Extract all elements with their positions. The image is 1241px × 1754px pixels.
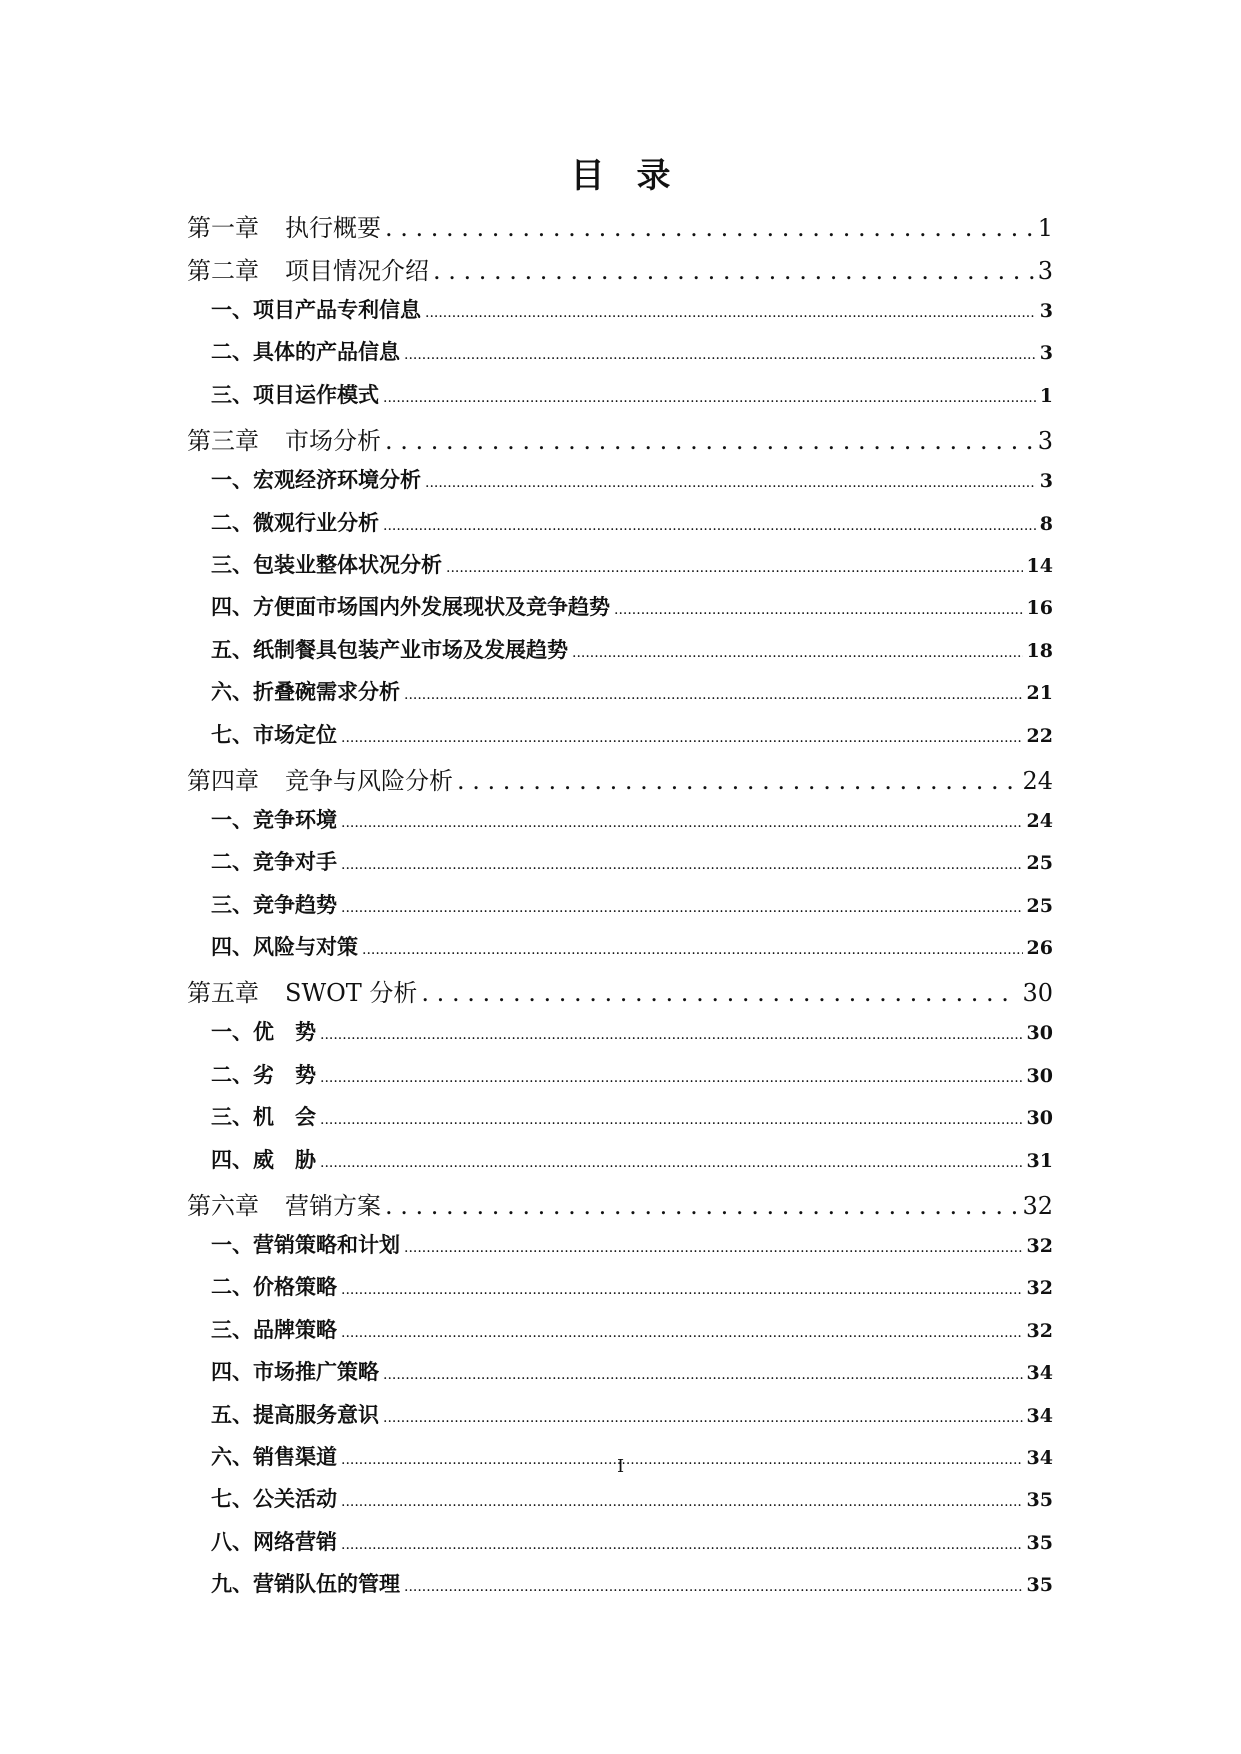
toc-entry-label: 五、提高服务意识: [211, 1401, 379, 1427]
toc-page-number: 18: [1026, 639, 1053, 662]
dot-leader: [341, 1325, 1023, 1341]
toc-entry-label: [187, 251, 429, 286]
toc-entry-label: 六、销售渠道: [211, 1443, 337, 1469]
toc-chapter-number: 第五章: [187, 979, 259, 1008]
toc-entry-label: 二、价格策略: [211, 1274, 337, 1300]
toc-chapter-entry[interactable]: [187, 208, 1053, 251]
toc-entry-label: 四、威 胁: [211, 1146, 316, 1172]
toc-entry-label: 七、公关活动: [211, 1486, 337, 1512]
toc-section-entry[interactable]: [187, 676, 1053, 718]
toc-page-number: 34: [1026, 1404, 1053, 1427]
toc-section-entry[interactable]: [187, 634, 1053, 676]
dot-leader: [404, 1240, 1023, 1256]
toc-entry-label: 二、具体的产品信息: [211, 339, 400, 365]
toc-page-number: 25: [1026, 852, 1053, 875]
dot-leader: [320, 1027, 1023, 1043]
toc-chapter-entry[interactable]: [187, 973, 1053, 1016]
toc-entry-label: 三、项目运作模式: [211, 381, 379, 407]
toc-title-char-1: 目: [570, 156, 605, 196]
toc-page-number: 3: [1039, 342, 1053, 365]
dot-leader: [421, 979, 1018, 1007]
toc-entry-label: 四、方便面市场国内外发展现状及竞争趋势: [211, 594, 610, 620]
toc-entry-label: 二、竞争对手: [211, 849, 337, 875]
toc-section-entry[interactable]: [187, 1101, 1053, 1143]
toc-section-entry[interactable]: [187, 846, 1053, 888]
toc-entry-label: 四、市场推广策略: [211, 1359, 379, 1385]
toc-page-number: 3: [1039, 300, 1053, 322]
dot-leader: [320, 1155, 1023, 1171]
toc-section-entry[interactable]: [187, 1399, 1053, 1441]
toc-chapter-number: 第三章: [187, 427, 259, 456]
dot-leader: [383, 390, 1036, 406]
dot-leader: [404, 687, 1023, 703]
dot-leader: [404, 347, 1036, 363]
toc-section-entry[interactable]: [187, 1271, 1053, 1313]
toc-page-number: 21: [1026, 682, 1053, 705]
dot-leader: [446, 560, 1023, 576]
dot-leader: [320, 1070, 1023, 1086]
toc-entry-label: 三、品牌策略: [211, 1316, 337, 1342]
dot-leader: [341, 730, 1023, 746]
toc-entry-label: [187, 208, 381, 243]
toc-list: [187, 208, 1053, 1611]
toc-chapter-entry[interactable]: [187, 421, 1053, 464]
dot-leader: [383, 1410, 1023, 1426]
toc-section-entry[interactable]: [187, 889, 1053, 931]
toc-page-number: 32: [1026, 1277, 1053, 1300]
toc-chapter-title: 市场分析: [285, 427, 381, 456]
toc-chapter-title: 竞争与风险分析: [285, 766, 453, 795]
toc-page-number: 26: [1026, 937, 1053, 960]
toc-title: [0, 148, 1241, 197]
toc-section-entry[interactable]: [187, 804, 1053, 846]
toc-entry-label: 一、优 势: [211, 1019, 316, 1045]
toc-page-number: 35: [1026, 1489, 1053, 1512]
toc-section-entry[interactable]: [187, 1568, 1053, 1610]
toc-chapter-number: 第一章: [187, 214, 259, 242]
toc-page-number: 35: [1026, 1574, 1053, 1597]
dot-leader: [614, 602, 1023, 618]
toc-entry-label: [187, 1186, 381, 1221]
toc-chapter-entry[interactable]: [187, 761, 1053, 804]
toc-page-number: 32: [1026, 1319, 1053, 1342]
dot-leader: [362, 942, 1023, 958]
toc-section-entry[interactable]: [187, 1229, 1053, 1271]
toc-section-entry[interactable]: [187, 464, 1053, 506]
dot-leader: [341, 900, 1023, 916]
toc-page-number: 34: [1026, 1362, 1053, 1385]
dot-leader: [433, 257, 1034, 285]
toc-section-entry[interactable]: [187, 1059, 1053, 1101]
toc-page-number: 14: [1026, 554, 1053, 577]
toc-section-entry[interactable]: [187, 1016, 1053, 1058]
toc-entry-label: 一、营销策略和计划: [211, 1232, 400, 1258]
toc-chapter-title: SWOT 分析: [285, 979, 418, 1008]
toc-section-entry[interactable]: [187, 507, 1053, 549]
toc-section-entry[interactable]: [187, 719, 1053, 761]
dot-leader: [341, 1494, 1023, 1510]
toc-entry-label: 二、微观行业分析: [211, 509, 379, 535]
toc-section-entry[interactable]: [187, 931, 1053, 973]
toc-page-number: 31: [1026, 1149, 1053, 1172]
toc-section-entry[interactable]: [187, 1314, 1053, 1356]
toc-page-number: 35: [1026, 1531, 1053, 1554]
toc-entry-label: 四、风险与对策: [211, 934, 358, 960]
toc-page-number: 24: [1022, 766, 1053, 795]
toc-page-number: 34: [1026, 1446, 1053, 1469]
toc-page-number: 3: [1037, 427, 1053, 456]
toc-page-number: 24: [1026, 809, 1053, 832]
toc-page-number: 1: [1039, 384, 1053, 407]
toc-entry-label: 七、市场定位: [211, 721, 337, 747]
dot-leader: [383, 1367, 1023, 1383]
toc-entry-label: 六、折叠碗需求分析: [211, 679, 400, 705]
toc-page-number: 30: [1022, 979, 1053, 1008]
dot-leader: [425, 305, 1036, 321]
dot-leader: [383, 518, 1036, 534]
toc-page-number: 30: [1026, 1064, 1053, 1087]
toc-section-entry[interactable]: [187, 1356, 1053, 1398]
dot-leader: [341, 857, 1023, 873]
dot-leader: [385, 1192, 1018, 1220]
toc-section-entry[interactable]: [187, 1144, 1053, 1186]
toc-chapter-title: 项目情况介绍: [285, 257, 429, 285]
toc-page-number: 25: [1026, 894, 1053, 917]
toc-entry-label: 九、营销队伍的管理: [211, 1571, 400, 1597]
toc-page-number: 3: [1037, 257, 1053, 285]
toc-title-char-2: 录: [636, 156, 671, 196]
toc-entry-label: [187, 761, 453, 796]
toc-section-entry[interactable]: [187, 294, 1053, 336]
toc-page-number: 30: [1026, 1107, 1053, 1130]
toc-chapter-title: 执行概要: [285, 214, 381, 242]
toc-page-number: 32: [1026, 1235, 1053, 1258]
toc-entry-label: 一、竞争环境: [211, 806, 337, 832]
toc-page-number: 8: [1039, 512, 1053, 535]
toc-chapter-entry[interactable]: [187, 1186, 1053, 1229]
toc-chapter-number: 第四章: [187, 766, 259, 795]
toc-entry-label: [187, 973, 417, 1008]
dot-leader: [341, 1537, 1023, 1553]
toc-chapter-entry[interactable]: [187, 251, 1053, 294]
toc-entry-label: 一、宏观经济环境分析: [211, 467, 421, 493]
toc-entry-label: 三、竞争趋势: [211, 891, 337, 917]
toc-section-entry[interactable]: [187, 1526, 1053, 1568]
toc-page-number: 16: [1026, 597, 1053, 620]
dot-leader: [404, 1579, 1023, 1595]
toc-entry-label: [187, 421, 381, 456]
toc-chapter-title: 营销方案: [285, 1192, 381, 1221]
toc-entry-label: 八、网络营销: [211, 1528, 337, 1554]
toc-section-entry[interactable]: [187, 379, 1053, 421]
dot-leader: [457, 767, 1018, 795]
toc-page-number: 3: [1039, 470, 1053, 493]
page-number-footer: I: [616, 1456, 625, 1477]
toc-entry-label: 三、机 会: [211, 1104, 316, 1130]
toc-page-number: 1: [1037, 214, 1053, 242]
toc-section-entry[interactable]: [187, 336, 1053, 378]
toc-entry-label: 五、纸制餐具包装产业市场及发展趋势: [211, 636, 568, 662]
dot-leader: [425, 475, 1036, 491]
dot-leader: [385, 214, 1034, 242]
toc-section-entry[interactable]: [187, 591, 1053, 633]
toc-chapter-number: 第二章: [187, 257, 259, 285]
toc-section-entry[interactable]: [187, 549, 1053, 591]
dot-leader: [572, 645, 1023, 661]
toc-section-entry[interactable]: [187, 1483, 1053, 1525]
toc-entry-label: 三、包装业整体状况分析: [211, 551, 442, 577]
dot-leader: [320, 1112, 1023, 1128]
dot-leader: [385, 427, 1034, 455]
toc-page-number: 22: [1026, 724, 1053, 747]
toc-page-number: 30: [1026, 1022, 1053, 1045]
toc-page-number: 32: [1022, 1192, 1053, 1221]
toc-entry-label: 二、劣 势: [211, 1061, 316, 1087]
dot-leader: [341, 1282, 1023, 1298]
toc-chapter-number: 第六章: [187, 1192, 259, 1221]
toc-entry-label: 一、项目产品专利信息: [211, 297, 421, 322]
dot-leader: [341, 815, 1023, 831]
